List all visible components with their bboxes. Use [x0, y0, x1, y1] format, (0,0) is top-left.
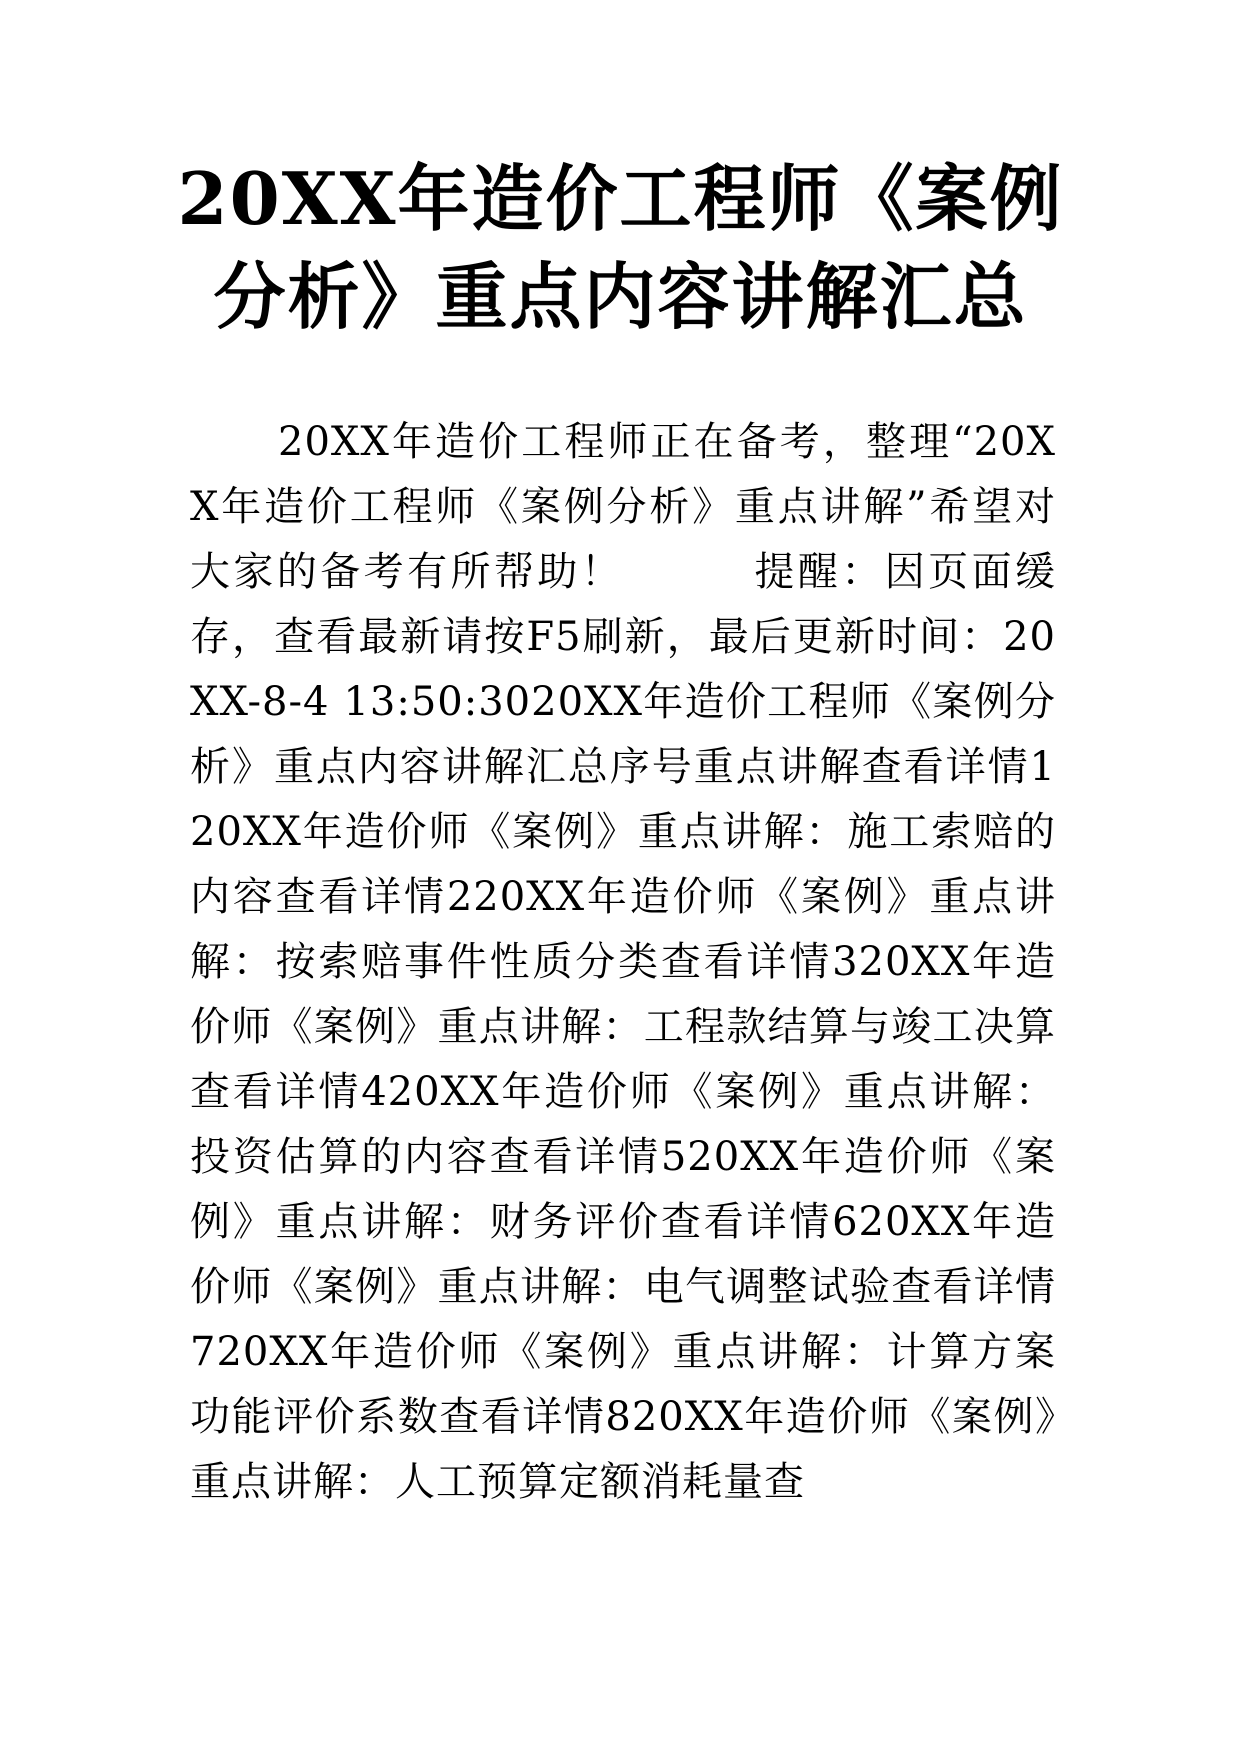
document-title: 20XX年造价工程师《案例分析》重点内容讲解汇总	[177, 156, 1064, 339]
document-body-paragraph: 20XX年造价工程师正在备考，整理“20XX年造价工程师《案例分析》重点讲解”希望对大家的备考有所帮助！ 提醒：因页面缓存，查看最新请按F5刷新，最后更新时间：20XX-8-4 13:50:3020XX年造价工程师《案例分析》重点内容讲解汇总序号重点讲解查看详情120XX年造价师《案例》重点讲解：施工索赔的内容查看详情220XX年造价师《案例》重点讲解：按索赔事件性质分类查看详情320XX年造价师《案例》重点讲解：工程款结算与竣工决算查看详情420XX年造价师《案例》重点讲解：投资估算的内容查看详情520XX年造价师《案例》重点讲解：财务评价查看详情620XX年造价师《案例》重点讲解：电气调整试验查看详情720XX年造价师《案例》重点讲解：计算方案功能评价系数查看详情820XX年造价师《案例》重点讲解：人工预算定额消耗量查	[190, 419, 1056, 1505]
